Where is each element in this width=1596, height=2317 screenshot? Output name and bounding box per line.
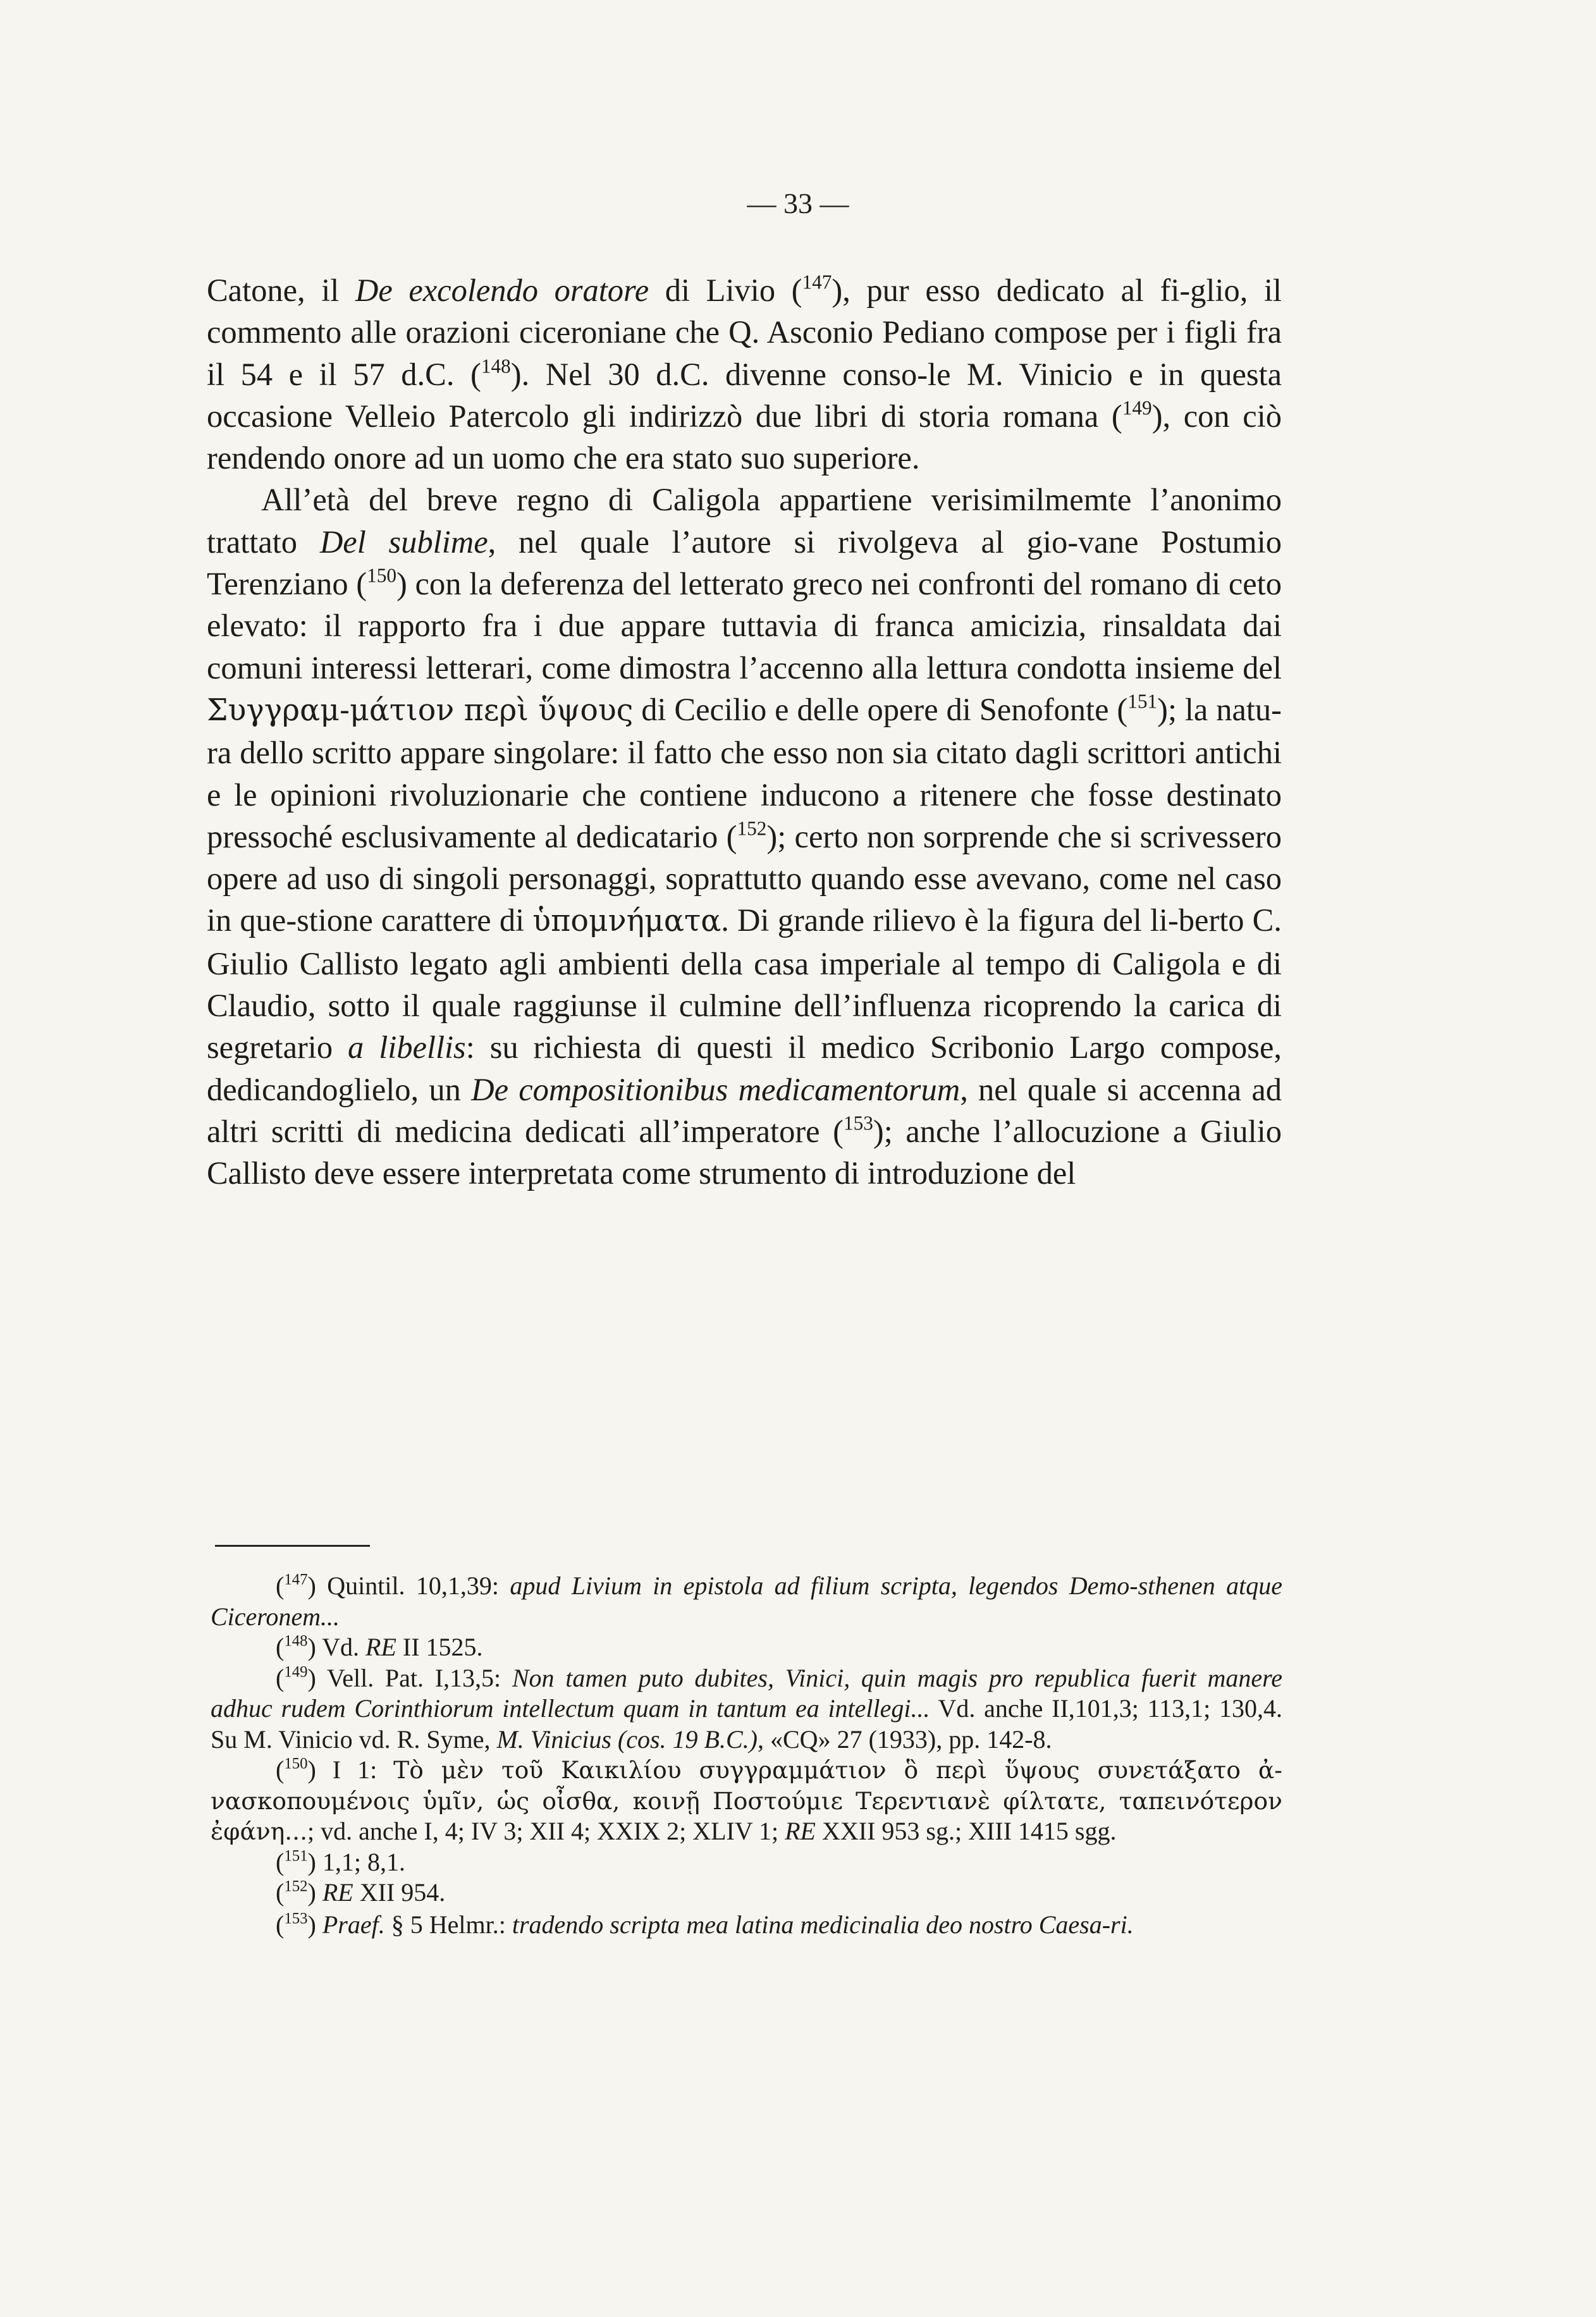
text: ), pur esso dedicato al fi-glio, il commento alle orazioni ciceroniane che Q. Asconio Pediano compose per i figli fra il 54 e il 57 d.C. ( <box>207 273 1282 392</box>
footnote-ref-149: 149 <box>1122 396 1152 419</box>
footnote-ref-148: 148 <box>481 355 511 378</box>
text: . Di grande rilievo è la figura del li-berto C. Giulio Callisto legato agli ambienti della casa imperiale al tempo di Caligola e di Claudio, sotto il quale raggiunse il culmine dell’influenza ricoprendo la carica di segretario <box>207 902 1282 1066</box>
quotation: apud Livium in epistola ad filium scripta, legendos Demo-sthenen atque Ciceronem... <box>211 1571 1282 1631</box>
italic-a-libellis: a libellis <box>348 1029 466 1066</box>
text: Quintil. 10,1,39: <box>316 1571 510 1600</box>
text: ); anche l’allocuzione a Giulio Callisto deve essere interpretata come strumento di introduzione del <box>207 1113 1282 1191</box>
text: ); la natu-ra dello scritto appare singolare: il fatto che esso non sia citato dagli scrittori antichi e le opinioni rivoluzionarie che contiene inducono a ritenere che fosse destinato pressoché esclusivamente al dedicatario ( <box>207 691 1282 854</box>
text: 1,1; 8,1. <box>316 1847 405 1876</box>
footnote-148: ($^{148}$) Vd. RE II 1525. <box>276 1632 483 1661</box>
footnote-147: ($^{147}$) Quintil. 10,1,39: apud Livium in epistola ad filium scripta, legendos Demo-sthenen atque Ciceronem... <box>211 1571 1282 1631</box>
footnote-150: ($^{150}$) I 1: Τὸ μὲν τοῦ Καικιλίου συγγραμμάτιον ὃ περὶ ὕψους συνετάξατο ἀ-νασκοπουμένοις ὑμῖν, ὡς οἶσθα, κοινῇ Ποστούμιε Τερεντιανὲ φίλτατε, ταπεινότερον ἐφάνη...; vd. anche I, 4; IV 3; XII 4; XXIX 2; XLIV 1; RE XXII 953 sg.; XIII 1415 sgg. <box>211 1755 1282 1845</box>
text: Vd. anche II,101,3; 113,1; 130,4. Su M. Vinicio vd. R. Syme, <box>211 1694 1283 1754</box>
footnote-number: 151 <box>284 1847 308 1865</box>
text: Catone, il <box>207 273 355 308</box>
page-number: — 33 — <box>747 187 849 219</box>
footnote-153: ($^{153}$) Praef. § 5 Helmr.: tradendo scripta mea latina medicinalia deo nostro Caesa-ri. <box>276 1910 1134 1939</box>
text: ), con ciò rendendo onore ad un uomo che era stato suo superiore. <box>207 398 1282 476</box>
text: ). Nel 30 d.C. divenne conso-le M. Vinicio e in questa occasione Velleio Patercolo gli indirizzò due libri di storia romana ( <box>207 356 1282 434</box>
text: I 1: <box>316 1755 394 1784</box>
text: ) con la deferenza del letterato greco nei confronti del romano di ceto elevato: il rapporto fra i due appare tuttavia di franca amicizia, rinsaldata dai comuni interessi letterari, come dimostra l’accenno alla lettura condotta insieme del <box>207 566 1282 685</box>
footnote-152: ($^{152}$) RE XII 954. <box>276 1878 446 1907</box>
text: All’età del breve regno di Caligola appartiene verisimilmemte l’anonimo trattato <box>207 482 1282 560</box>
text: II 1525. <box>396 1633 483 1661</box>
footnote-number: 149 <box>284 1663 308 1681</box>
footnote-number: 147 <box>284 1571 308 1589</box>
greek-word: ὑπομνήματα <box>532 904 721 939</box>
footnotes <box>211 1571 1282 1940</box>
abbreviation: RE <box>365 1633 396 1661</box>
abbreviation: Praef. <box>322 1910 385 1939</box>
footnote-number: 153 <box>284 1910 308 1927</box>
text: § 5 Helmr.: <box>384 1910 512 1939</box>
abbreviation: RE <box>785 1817 816 1845</box>
text: Vell. Pat. I,13,5: <box>316 1663 512 1692</box>
quotation: tradendo scripta mea latina medicinalia deo nostro Caesa-ri. <box>512 1910 1134 1939</box>
quotation: Non tamen puto dubites, Vinici, quin magis pro republica fuerit manere adhuc rudem Corinthiorum intellectum quam in tantum ea intellegi... <box>211 1663 1282 1723</box>
text: ); certo non sorprende che si scrivessero opere ad uso di singoli personaggi, soprattutto quando esse avevano, come nel caso in que-stione carattere di <box>207 818 1282 938</box>
text: Vd. <box>316 1633 366 1661</box>
text: XXII 953 sg.; XIII 1415 sgg. <box>815 1817 1117 1845</box>
footnote-ref-153: 153 <box>843 1112 873 1134</box>
text: di Cecilio e delle opere di Senofonte ( <box>633 691 1128 727</box>
footnote-ref-152: 152 <box>737 817 767 840</box>
abbreviation: RE <box>322 1878 353 1907</box>
text: , «CQ» 27 (1933), pp. 142-8. <box>758 1724 1052 1754</box>
text <box>316 1910 322 1939</box>
footnote-separator <box>215 1545 370 1547</box>
text: di Livio ( <box>649 273 802 308</box>
title-de-compositionibus: De compositionibus medicamentorum <box>471 1071 961 1107</box>
footnote-ref-150: 150 <box>367 564 397 587</box>
paragraph-2 <box>207 479 1282 1194</box>
paragraph-1 <box>207 269 1282 479</box>
title-de-excolendo-oratore: De excolendo oratore <box>355 273 649 308</box>
main-text <box>207 269 1282 1195</box>
text: XII 954. <box>353 1878 446 1907</box>
footnote-number: 152 <box>284 1878 308 1895</box>
greek-quotation: Τὸ μὲν τοῦ Καικιλίου συγγραμμάτιον ὃ περὶ ὕψους συνετάξατο ἀ-νασκοπουμένοις ὑμῖν, ὡς οἶσθα, κοινῇ Ποστούμιε Τερεντιανὲ φίλτατε, ταπεινότερον ἐφάνη... <box>211 1756 1282 1845</box>
text: , nel quale l’autore si rivolgeva al gio-vane Postumio Terenziano ( <box>207 524 1282 602</box>
footnote-number: 150 <box>284 1755 308 1773</box>
text: ; vd. anche I, 4; IV 3; XII 4; XXIX 2; XLIV 1; <box>307 1817 785 1845</box>
footnote-number: 148 <box>284 1632 308 1650</box>
text <box>316 1878 322 1907</box>
text: , nel quale si accenna ad altri scritti di medicina dedicati all’imperatore ( <box>207 1071 1282 1149</box>
footnote-149: ($^{149}$) Vell. Pat. I,13,5: Non tamen puto dubites, Vinici, quin magis pro republica fuerit manere adhuc rudem Corinthiorum intellectum quam in tantum ea intellegi... Vd. anche II,101,3; 113,1; 130,4. Su M. Vinicio vd. R. Syme, M. Vinicius (cos. 19 B.C.), «CQ» 27 (1933), pp. 142-8. <box>211 1663 1283 1754</box>
text: : su richiesta di questi il medico Scribonio Largo compose, dedicandoglielo, un <box>207 1029 1282 1107</box>
footnote-ref-151: 151 <box>1127 690 1158 713</box>
greek-title: Συγγραμ-μάτιον περὶ ὕψους <box>207 692 634 728</box>
title-del-sublime: Del sublime <box>319 524 488 560</box>
footnote-ref-147: 147 <box>802 271 832 293</box>
article-title: M. Vinicius (cos. 19 B.C.) <box>496 1724 758 1754</box>
footnote-151: ($^{151}$) 1,1; 8,1. <box>276 1847 405 1876</box>
